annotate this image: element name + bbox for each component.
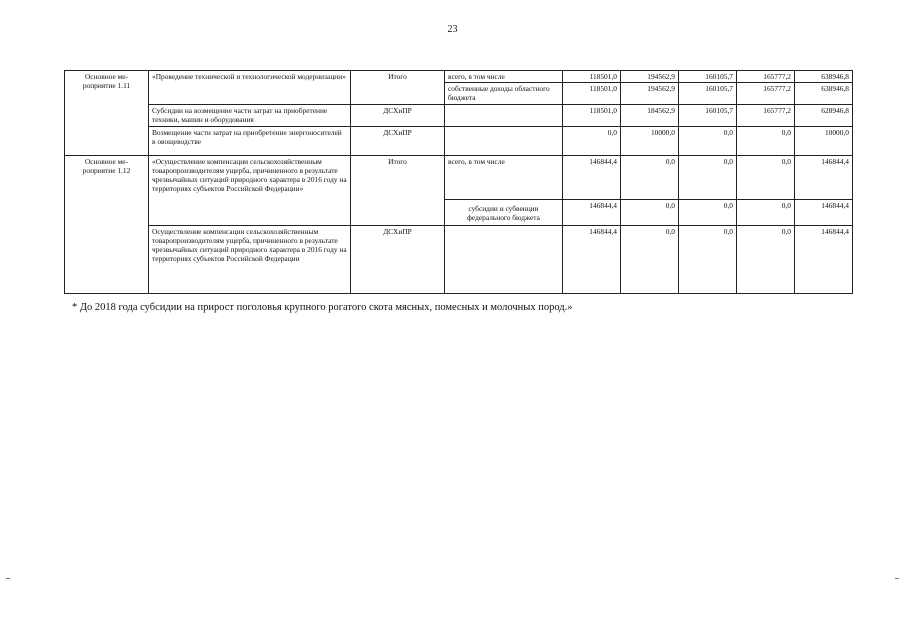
table-row (65, 71, 853, 83)
value-cell: 0,0 (621, 200, 679, 226)
responsible-cell: Итого (351, 71, 445, 105)
responsible-cell: ДСХиПР (351, 127, 445, 156)
value-cell: 0,0 (679, 156, 737, 200)
scan-mark (895, 578, 899, 579)
value-cell: 0,0 (679, 200, 737, 226)
value-cell: 628946,8 (795, 105, 853, 127)
value-cell: 10000,0 (795, 127, 853, 156)
value-cell: 0,0 (679, 226, 737, 294)
value-cell: 638946,8 (795, 83, 853, 105)
value-cell: 0,0 (737, 226, 795, 294)
value-cell: 160105,7 (679, 83, 737, 105)
responsible-cell: Итого (351, 156, 445, 226)
value-cell: 146844,4 (563, 200, 621, 226)
value-cell: 146844,4 (795, 200, 853, 226)
footnote: * До 2018 года субсидии на прирост поголовья крупного рогатого скота мясных, помесных и молочных пород.» (72, 302, 573, 313)
value-cell: 165777,2 (737, 83, 795, 105)
responsible-cell: ДСХиПР (351, 105, 445, 127)
table-row (65, 105, 853, 127)
value-cell: 0,0 (737, 127, 795, 156)
source-cell: собственные доходы областного бюджета (445, 83, 563, 105)
program-cell: Осуществление компенсации сельскохозяйственным товаропроизводителям ущерба, причиненного в результате чрезвычайных ситуаций природного характера в 2016 году на территориях субъектов Российской Федерации (149, 226, 351, 294)
source-cell: субсидии и субвенции федерального бюджета (445, 200, 563, 226)
value-cell: 146844,4 (795, 226, 853, 294)
value-cell: 0,0 (737, 200, 795, 226)
source-cell: всего, в том числе (445, 71, 563, 83)
value-cell: 194562,9 (621, 71, 679, 83)
table-row (65, 156, 853, 200)
program-cell: «Проведение технической и технологической модернизации» (149, 71, 351, 105)
responsible-cell: ДСХиПР (351, 226, 445, 294)
source-cell (445, 105, 563, 127)
source-cell (445, 127, 563, 156)
value-cell: 160105,7 (679, 71, 737, 83)
value-cell: 146844,4 (563, 156, 621, 200)
value-cell: 0,0 (679, 127, 737, 156)
value-cell: 10000,0 (621, 127, 679, 156)
value-cell: 118501,0 (563, 83, 621, 105)
value-cell: 638946,8 (795, 71, 853, 83)
value-cell: 160105,7 (679, 105, 737, 127)
table-row (65, 226, 853, 294)
table-row (65, 127, 853, 156)
event-cell: Основное ме- роприятие 1.12 (65, 156, 149, 294)
source-cell (445, 226, 563, 294)
value-cell: 146844,4 (795, 156, 853, 200)
source-cell: всего, в том числе (445, 156, 563, 200)
program-cell: Возмещение части затрат на приобретение энергоносителей в овощеводстве (149, 127, 351, 156)
value-cell: 0,0 (563, 127, 621, 156)
value-cell: 0,0 (621, 156, 679, 200)
event-cell: Основное ме- роприятие 1.11 (65, 71, 149, 156)
scan-mark (6, 578, 10, 579)
value-cell: 146844,4 (563, 226, 621, 294)
value-cell: 194562,9 (621, 83, 679, 105)
value-cell: 165777,2 (737, 105, 795, 127)
program-cell: Субсидии на возмещение части затрат на приобретение техники, машин и оборудования (149, 105, 351, 127)
value-cell: 165777,2 (737, 71, 795, 83)
value-cell: 184562,9 (621, 105, 679, 127)
value-cell: 118501,0 (563, 105, 621, 127)
value-cell: 0,0 (737, 156, 795, 200)
value-cell: 118501,0 (563, 71, 621, 83)
budget-table (64, 70, 853, 294)
page-number: 23 (447, 24, 458, 35)
value-cell: 0,0 (621, 226, 679, 294)
program-cell: «Осуществление компенсации сельскохозяйственным товаропроизводителям ущерба, причиненного в результате чрезвычайных ситуаций природного характера в 2016 году на территориях субъектов Российской Федерации» (149, 156, 351, 226)
